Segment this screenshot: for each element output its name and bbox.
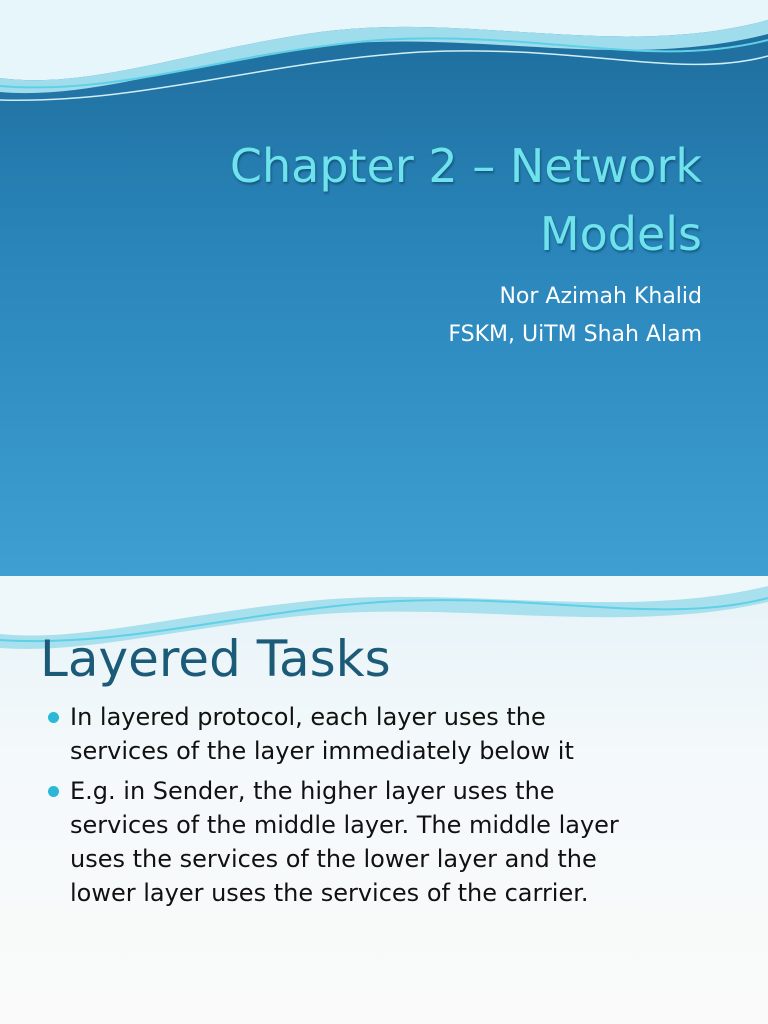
presentation-title xyxy=(62,132,702,268)
title-line-2: Models xyxy=(539,207,702,261)
subtitle xyxy=(448,278,702,354)
bullet-line: In layered protocol, each layer uses the xyxy=(70,703,546,731)
bullet-line: uses the services of the lower layer and the xyxy=(70,845,597,873)
header-wave-decoration xyxy=(0,0,768,110)
bullet-line: services of the middle layer. The middle layer xyxy=(70,811,619,839)
content-slide xyxy=(0,576,768,1024)
author-name: Nor Azimah Khalid xyxy=(499,284,702,309)
bullet-list xyxy=(46,700,746,916)
title-line-1: Chapter 2 – Network xyxy=(229,139,702,193)
bullet-line: E.g. in Sender, the higher layer uses the xyxy=(70,777,555,805)
bullet-line: services of the layer immediately below it xyxy=(70,737,574,765)
bullet-item xyxy=(46,700,746,768)
affiliation: FSKM, UiTM Shah Alam xyxy=(448,322,702,347)
bullet-item xyxy=(46,774,746,910)
bullet-icon xyxy=(48,712,59,723)
bullet-line: lower layer uses the services of the carrier. xyxy=(70,879,589,907)
bullet-icon xyxy=(48,786,59,797)
slide-title: Layered Tasks xyxy=(40,630,391,688)
